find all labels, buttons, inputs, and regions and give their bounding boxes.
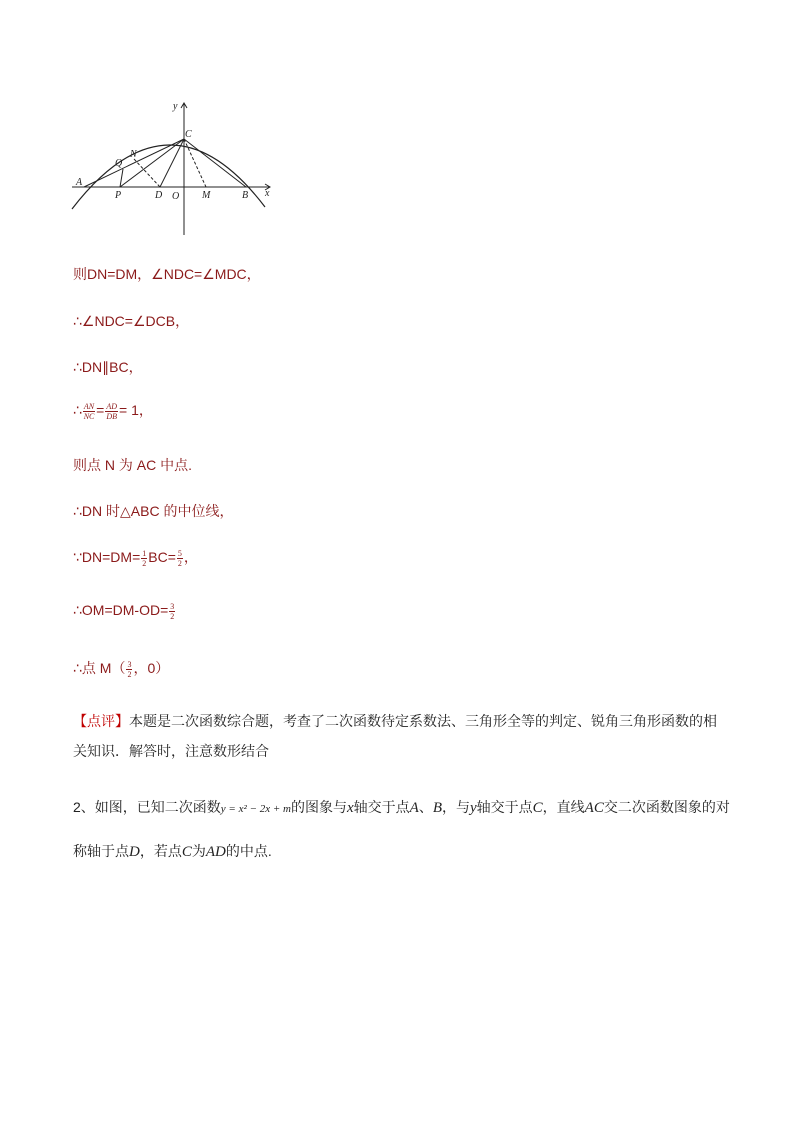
step-6: ∴DN 时△ABC 的中位线， — [73, 503, 234, 519]
fraction-numerator: 1 — [142, 548, 147, 558]
problem-text: 轴交于点 — [476, 799, 533, 815]
comment-text: 本题是二次函数综合题，考查了二次函数待定系数法、三角形全等的判定、锐角三角形函数的相关知识．解答时，注意数形结合 — [73, 713, 717, 759]
label-B: B — [242, 190, 249, 201]
fraction-denominator: 2 — [127, 669, 132, 679]
fraction-numerator: AD — [106, 401, 118, 411]
step-8 — [73, 602, 176, 621]
step-9-prefix: ∴点 M（ — [73, 660, 126, 676]
step-5: 则点 N 为 AC 中点. — [73, 457, 193, 473]
segment-QP — [120, 169, 123, 187]
fraction-an-nc — [83, 402, 95, 421]
var-C: C — [181, 844, 192, 860]
step-7-mid: BC= — [148, 549, 176, 565]
label-A: A — [76, 177, 83, 188]
step-2: ∴∠NDC=∠DCB， — [73, 313, 190, 329]
step-9 — [73, 658, 169, 679]
problem-text: ，直线 — [542, 799, 585, 815]
fraction-ad-db — [105, 402, 118, 421]
label-D: D — [155, 190, 163, 201]
step-3: ∴DN∥BC， — [73, 359, 143, 375]
fraction-denominator: 2 — [142, 558, 147, 568]
problem-text: 、 — [418, 799, 433, 815]
step-7-prefix: ∵DN=DM= — [73, 549, 141, 565]
problem-text: 轴交于点 — [353, 799, 410, 815]
segment-CB — [184, 139, 246, 187]
var-C: C — [532, 800, 543, 816]
label-Q: Q — [115, 158, 123, 169]
fraction-denominator: 2 — [170, 612, 175, 621]
step-4 — [73, 400, 153, 421]
fraction-numerator: 5 — [177, 548, 182, 558]
fraction-numerator: 3 — [127, 659, 132, 669]
step-8-prefix: ∴OM=DM-OD= — [73, 602, 169, 619]
problem-text: 交二次函数图象的对称轴于点 — [73, 799, 730, 859]
problem-text: 的图象与 — [290, 799, 347, 815]
fraction-numerator: AN — [83, 401, 95, 411]
parabola-diagram — [70, 97, 280, 237]
problem-2 — [73, 786, 733, 873]
var-AC: AC — [584, 800, 604, 816]
fraction-denominator: 2 — [177, 558, 182, 568]
label-P: P — [115, 190, 122, 201]
step-4-suffix: = 1， — [119, 402, 153, 418]
step-7-suffix: ， — [183, 549, 198, 565]
segment-CM-dashed — [184, 139, 206, 187]
fraction-three-halves — [126, 660, 132, 679]
fraction-denominator: DB — [106, 411, 118, 421]
var-AD: AD — [205, 844, 226, 860]
geometry-figure — [70, 97, 280, 237]
comment-paragraph — [73, 706, 723, 766]
step-9-suffix: ，0） — [133, 660, 170, 676]
problem-text: 为 — [191, 843, 206, 859]
fraction-three-halves — [169, 602, 175, 621]
var-A: A — [409, 800, 419, 816]
label-x: x — [265, 188, 270, 199]
comment-tag: 【点评】 — [73, 713, 129, 729]
segment-AC — [84, 139, 184, 187]
step-7 — [73, 547, 198, 568]
var-y: y — [469, 800, 477, 816]
problem-text: 2、如图，已知二次函数 — [73, 799, 221, 815]
quadratic-equation: y = x² − 2x + m — [220, 803, 291, 815]
var-x: x — [346, 800, 354, 816]
segment-CD — [160, 139, 184, 187]
step-4-equals: = — [96, 402, 105, 418]
label-C: C — [185, 129, 192, 140]
label-y: y — [173, 101, 178, 112]
fraction-denominator: NC — [83, 411, 95, 421]
fraction-numerator: 3 — [170, 602, 175, 611]
step-4-prefix: ∴ — [73, 402, 82, 418]
label-O: O — [172, 191, 180, 202]
segment-CP — [120, 139, 184, 187]
problem-text: ，若点 — [139, 843, 182, 859]
label-N: N — [130, 149, 137, 160]
problem-text: ，与 — [441, 799, 470, 815]
fraction-one-half — [141, 549, 147, 568]
var-D: D — [129, 844, 140, 860]
fraction-five-halves — [177, 549, 183, 568]
label-M: M — [202, 190, 211, 201]
problem-text: 的中点. — [225, 843, 272, 859]
step-1: 则DN=DM，∠NDC=∠MDC， — [73, 266, 261, 282]
var-B: B — [432, 800, 442, 816]
parabola-curve — [72, 145, 265, 209]
